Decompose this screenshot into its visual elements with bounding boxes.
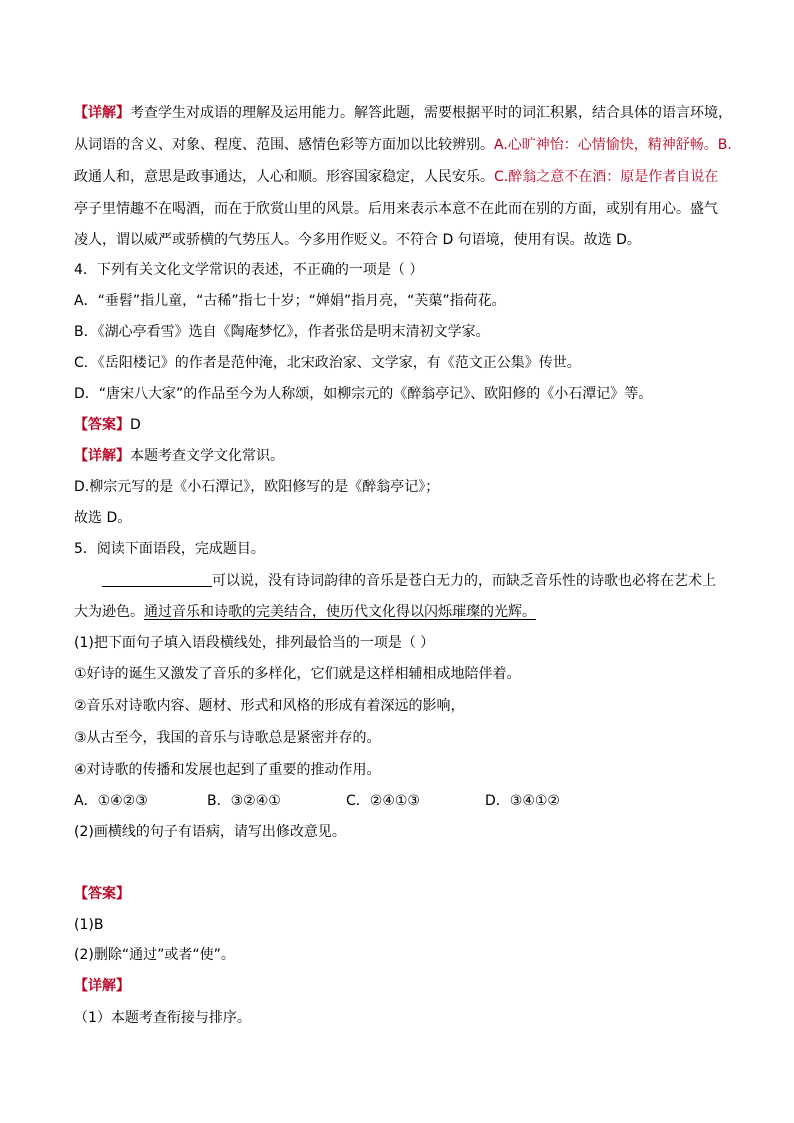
choice-c: C．②④①③ xyxy=(346,793,420,809)
sub-question-2-stem: (2)画横线的句子有语病，请写出修改意见。 xyxy=(74,824,346,840)
detail-line-3: 政通人和，意思是政事通达，人心和顺。形容国家稳定，人民安乐。C.醉翁之意不在酒：原是作者自说在 xyxy=(74,169,719,185)
detail-label: 【详解】 xyxy=(74,448,130,464)
question-4-detail: 【详解】本题考查文学文化常识。 xyxy=(74,448,284,464)
question-5-detail-label: 【详解】 xyxy=(74,978,130,994)
choice-a: A．①④②③ xyxy=(74,793,148,809)
underlined-sentence: 通过音乐和诗歌的完美结合，使历代文化得以闪烁璀璨的光辉。 xyxy=(144,604,536,620)
passage-line-1: 可以说，没有诗词韵律的音乐是苍白无力的，而缺乏音乐性的诗歌也必将在艺术上 xyxy=(102,572,716,590)
choice-d: D．③④①② xyxy=(485,793,560,809)
detail-label: 【详解】 xyxy=(74,105,130,121)
fill-in-blank xyxy=(102,572,212,587)
question-5-answer-2: (2)删除“通过”或者“使”。 xyxy=(74,947,235,963)
detail-line-5: 凌人，谓以威严或骄横的气势压人。今多用作贬义。不符合 D 句语境，使用有误。故选 D。 xyxy=(74,232,641,248)
question-4-option-d: D．“唐宋八大家”的作品至今为人称颂，如柳宗元的《醉翁亭记》、欧阳修的《小石潭记》等。 xyxy=(74,386,653,402)
detail-line-4: 亭子里情趣不在喝酒，而在于欣赏山里的风景。后用来表示本意不在此而在别的方面，或别有用心。盛气 xyxy=(74,201,718,217)
question-5-answer-label: 【答案】 xyxy=(74,886,130,902)
question-4-answer: 【答案】D xyxy=(74,417,141,433)
question-5-detail-1: （1）本题考查衔接与排序。 xyxy=(74,1010,251,1026)
sentence-4: ④对诗歌的传播和发展也起到了重要的推动作用。 xyxy=(74,762,381,778)
sentence-1: ①好诗的诞生又激发了音乐的多样化，它们就是这样相辅相成地陪伴着。 xyxy=(74,666,521,682)
question-5-answer-1: (1)B xyxy=(74,917,104,933)
question-4-stem: 4．下列有关文化文学常识的表述，不正确的一项是（ ） xyxy=(74,262,424,278)
passage-line-2: 大为逊色。通过音乐和诗歌的完美结合，使历代文化得以闪烁璀璨的光辉。 xyxy=(74,604,536,620)
question-4-conclusion: 故选 D。 xyxy=(74,510,132,526)
question-4-option-c: C．《岳阳楼记》的作者是范仲淹，北宋政治家、文学家，有《范文正公集》传世。 xyxy=(74,355,581,371)
choice-b: B．③②④① xyxy=(207,793,281,809)
question-4-option-a: A．“垂髫”指儿童，“古稀”指七十岁；“婵娟”指月亮，“芙蕖”指荷花。 xyxy=(74,293,506,309)
question-4-detail-line-2: D.柳宗元写的是《小石潭记》，欧阳修写的是《醉翁亭记》； xyxy=(74,479,440,495)
detail-line-2: 从词语的含义、对象、程度、范围、感情色彩等方面加以比较辨别。A.心旷神怡：心情愉快，精神舒畅。B. xyxy=(74,137,732,153)
question-5-stem: 5．阅读下面语段，完成题目。 xyxy=(74,541,265,557)
answer-label: 【答案】 xyxy=(74,417,130,433)
question-4-option-b: B．《湖心亭看雪》选自《陶庵梦忆》，作者张岱是明末清初文学家。 xyxy=(74,324,490,340)
sentence-3: ③从古至今，我国的音乐与诗歌总是紧密并存的。 xyxy=(74,730,381,746)
sentence-2: ②音乐对诗歌内容、题材、形式和风格的形成有着深远的影响， xyxy=(74,698,465,714)
sub-question-1-stem: (1)把下面句子填入语段横线处，排列最恰当的一项是（ ） xyxy=(74,635,435,651)
detail-line-1: 【详解】考查学生对成语的理解及运用能力。解答此题，需要根据平时的词汇积累，结合具体的语言环境， xyxy=(74,105,732,121)
